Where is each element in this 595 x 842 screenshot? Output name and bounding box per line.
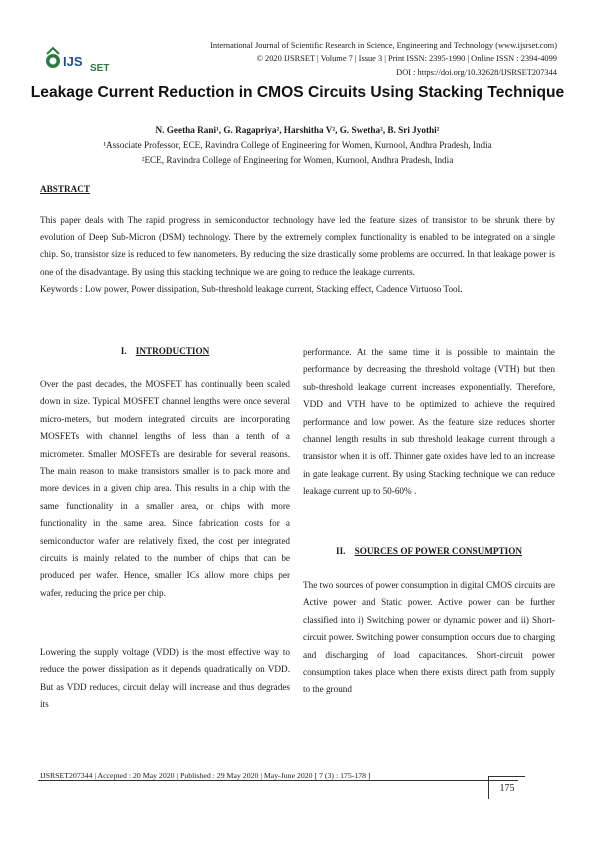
page-number: 175 xyxy=(488,776,525,799)
section-1-title: INTRODUCTION xyxy=(135,346,210,356)
abstract-body xyxy=(40,212,555,298)
section-2-heading xyxy=(303,546,555,556)
section-1-number: I. xyxy=(120,346,127,356)
logo-text-2: SET xyxy=(90,63,110,74)
section-2-number: II. xyxy=(336,546,346,556)
footer-info: IJSRSET207344 | Accepted : 20 May 2020 | Published : 29 May 2020 | May-June 2020 [ 7 (3) : 175-178 ] xyxy=(40,771,371,780)
footer-divider xyxy=(38,780,518,781)
journal-name: International Journal of Scientific Research in Science, Engineering and Technology (www.ijsrset.com) xyxy=(210,41,557,50)
intro-paragraph-3: performance. At the same time it is possible to maintain the performance by decreasing the threshold voltage (VTH) but then sub-threshold leakage current increases exponentially. Therefore, VDD and VTH have to be optimized to achieve the required performance and low power. As the feature size reduces shorter channel length results in sub threshold leakage current through a transistor when it is off. Thinner gate oxides have led to an increase in gate leakage current. By using Stacking technique we can reduce leakage current up to 50-60% . xyxy=(303,347,555,497)
abstract-text: This paper deals with The rapid progress in semiconductor technology have led the feature sizes of transistor to be shrunk there by evolution of Deep Sub-Micron (DSM) technology. There by the extremely complex functionality is enabled to be integrated on a single chip. So, transistor size is reduced to few nanometers. By reducing the size drastically some problems are occurred. In that leakage power is one of the disadvantage. By using this stacking technique we are going to reduce the leakage currents. xyxy=(40,215,555,277)
paper-title: Leakage Current Reduction in CMOS Circuits Using Stacking Technique xyxy=(30,84,565,101)
section-2-paragraph-1: The two sources of power consumption in digital CMOS circuits are Active power and Static power. Active power can be further classified into i) Switching power or dynamic power and ii) Short-circuit power. Switching power consumption occurs due to charging and discharging of load capacitances. Short-circuit power consumption takes place when there exists direct path from supply to the ground xyxy=(303,580,555,695)
journal-logo xyxy=(44,46,120,76)
authors: N. Geetha Rani¹, G. Ragapriya², Harshitha V², G. Swetha², B. Sri Jyothi² xyxy=(155,125,440,135)
keywords: Keywords : Low power, Power dissipation, Sub-threshold leakage current, Stacking effect, Cadence Virtuoso Tool. xyxy=(40,283,463,294)
section-2-title: SOURCES OF POWER CONSUMPTION xyxy=(354,546,522,556)
intro-paragraph-1: Over the past decades, the MOSFET has continually been scaled down in size. Typical MOSFET channel lengths were once several micro-meters, but modern integrated circuits are incorporating MOSFETs with channel lengths of less than a tenth of a micrometer. Smaller MOSFETs are desirable for several reasons. The main reason to make transistors smaller is to pack more and more devices in a given chip area. This results in a chip with the same functionality in a smaller area, or chips with more functionality in the same area. Since fabrication costs for a semiconductor wafer are relatively fixed, the cost per integrated circuits is mainly related to the number of chips that can be produced per wafer. Hence, smaller ICs allow more chips per wafer, reducing the price per chip. xyxy=(40,379,290,598)
section-1-heading xyxy=(40,346,290,356)
logo-text: IJS xyxy=(63,54,83,69)
issn-line: © 2020 IJSRSET | Volume 7 | Issue 3 | Print ISSN: 2395-1990 | Online ISSN : 2394-4099 xyxy=(256,54,557,63)
abstract-heading: ABSTRACT xyxy=(40,184,91,194)
doi-link[interactable]: DOI : https://doi.org/10.32628/IJSRSET207344 xyxy=(396,68,557,77)
affiliation-1: ¹Associate Professor, ECE, Ravindra College of Engineering for Women, Kurnool, Andhra Pradesh, India xyxy=(103,140,492,150)
affiliation-2: ²ECE, Ravindra College of Engineering for Women, Kurnool, Andhra Pradesh, India xyxy=(141,155,454,165)
intro-paragraph-2: Lowering the supply voltage (VDD) is the most effective way to reduce the power dissipation as it depends quadratically on VDD. But as VDD reduces, circuit delay will increase and thus degrades its xyxy=(40,647,290,710)
